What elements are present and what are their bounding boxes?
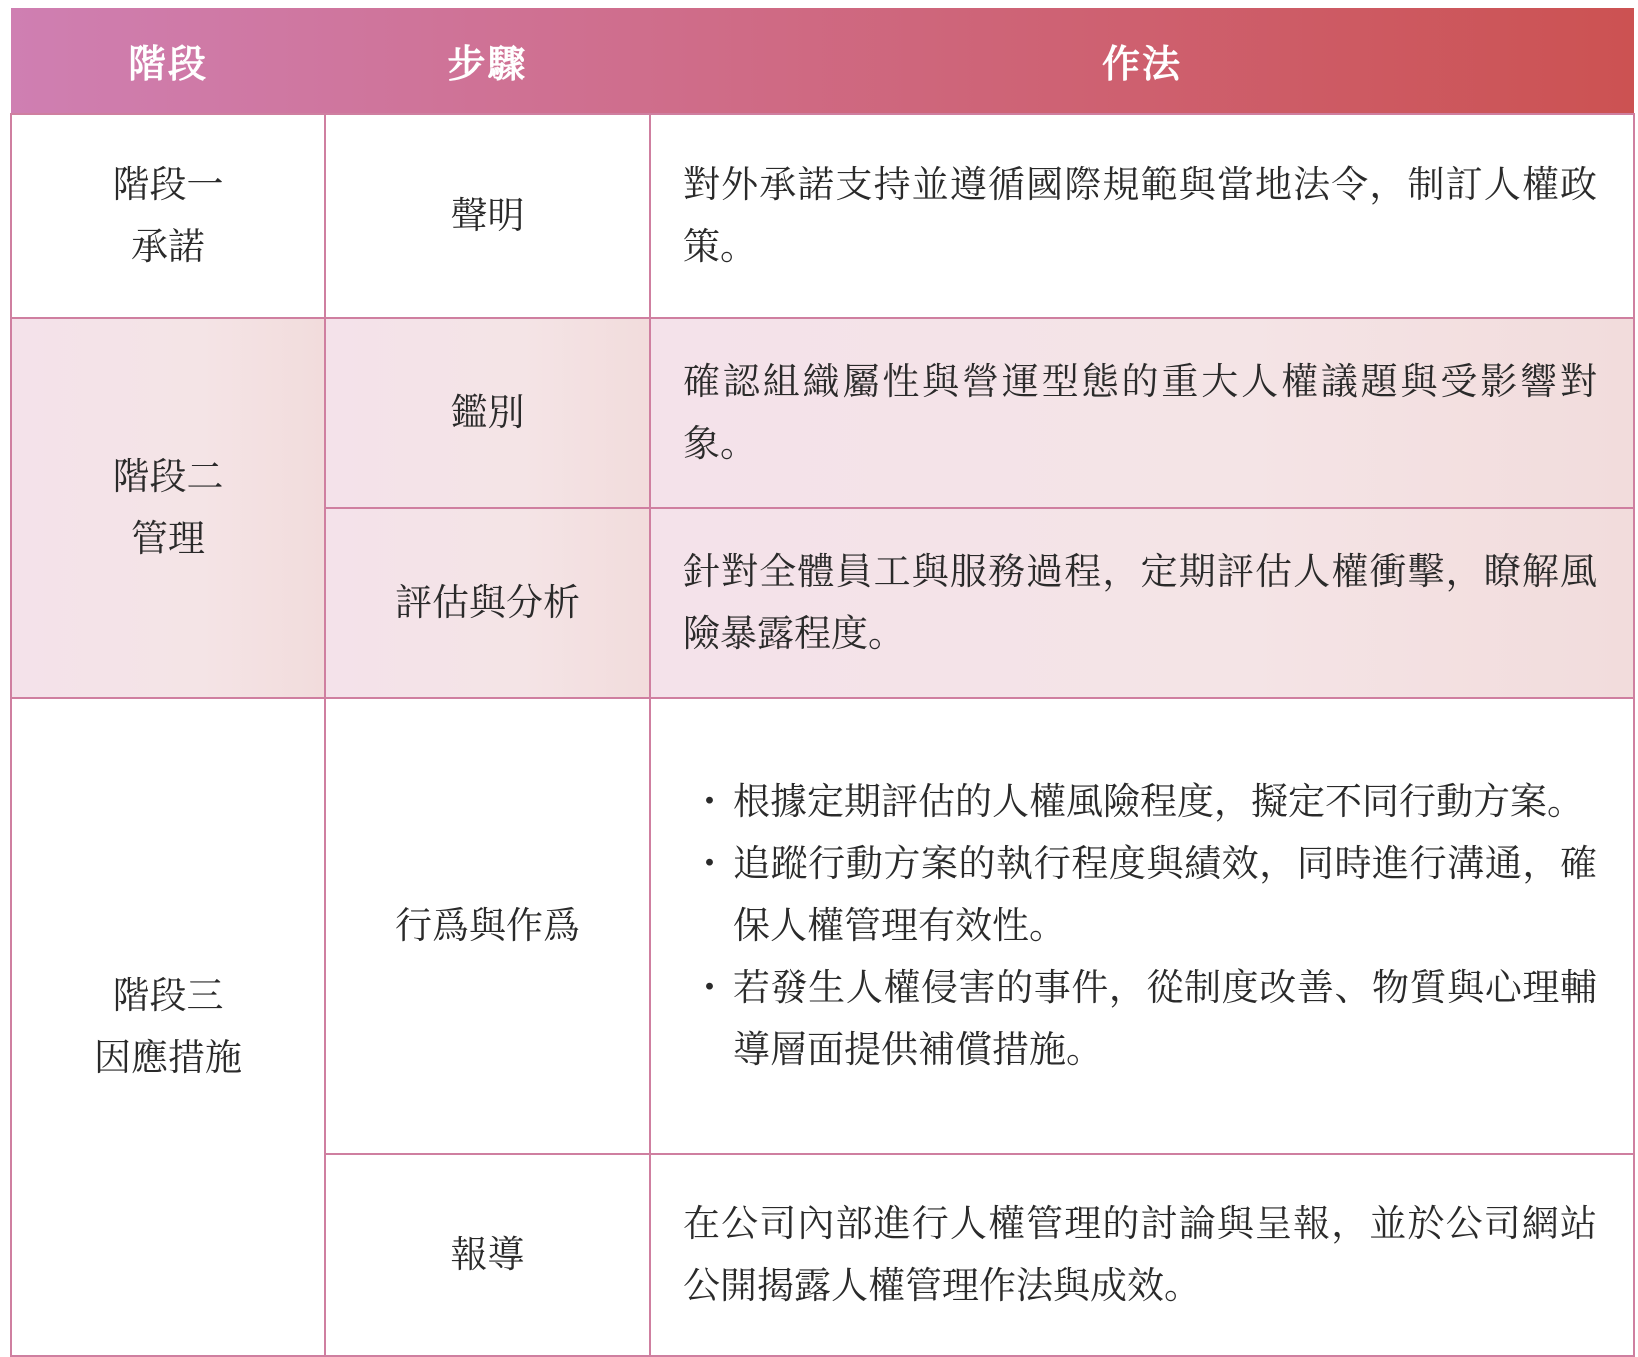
bullet-text: 若發生人權侵害的事件，從制度改善、物質與心理輔導層面提供補償措施。: [733, 966, 1597, 1071]
table-row: [11, 114, 1634, 318]
header-step: 步驟: [447, 42, 528, 86]
step-cell: 行爲與作爲: [325, 698, 650, 1154]
header-stage: 階段: [127, 42, 208, 86]
stage-name: 因應措施: [94, 1036, 242, 1079]
step-cell: 鑑別: [325, 318, 650, 508]
step-cell: 評估與分析: [325, 508, 650, 698]
bullet-icon: ・: [691, 780, 728, 823]
step-cell: 報導: [325, 1154, 650, 1356]
stage-label: 階段二: [112, 455, 224, 498]
list-item: [683, 957, 1597, 1081]
stage-label: 階段一: [112, 163, 224, 206]
human-rights-process-table-container: [10, 8, 1633, 1307]
list-item: [683, 771, 1597, 833]
stage-cell-1: [11, 114, 325, 318]
human-rights-process-table: [10, 8, 1635, 1357]
step-cell: 聲明: [325, 114, 650, 318]
list-item: [683, 833, 1597, 957]
method-bullet-list: [683, 771, 1597, 1081]
bullet-text: 追蹤行動方案的執行程度與績效，同時進行溝通，確保人權管理有效性。: [733, 842, 1597, 947]
table-body: [11, 114, 1634, 1356]
method-cell: 對外承諾支持並遵循國際規範與當地法令，制訂人權政策。: [650, 114, 1634, 318]
bullet-icon: ・: [691, 966, 728, 1009]
stage-cell-2: [11, 318, 325, 698]
method-cell: 確認組織屬性與營運型態的重大人權議題與受影響對象。: [650, 318, 1634, 508]
method-cell: [650, 698, 1634, 1154]
bullet-text: 根據定期評估的人權風險程度，擬定不同行動方案。: [733, 780, 1584, 823]
method-cell: 針對全體員工與服務過程，定期評估人權衝擊，瞭解風險暴露程度。: [650, 508, 1634, 698]
method-cell: 在公司內部進行人權管理的討論與呈報，並於公司網站公開揭露人權管理作法與成效。: [650, 1154, 1634, 1356]
table-header: [11, 8, 1634, 114]
header-method: 作法: [1101, 42, 1182, 86]
stage-cell-3: [11, 698, 325, 1356]
table-row: [11, 698, 1634, 1154]
bullet-icon: ・: [691, 842, 728, 885]
stage-name: 管理: [131, 517, 205, 560]
stage-label: 階段三: [112, 974, 224, 1017]
header-row: [11, 8, 1634, 114]
table-row: [11, 318, 1634, 508]
stage-name: 承諾: [131, 225, 205, 268]
